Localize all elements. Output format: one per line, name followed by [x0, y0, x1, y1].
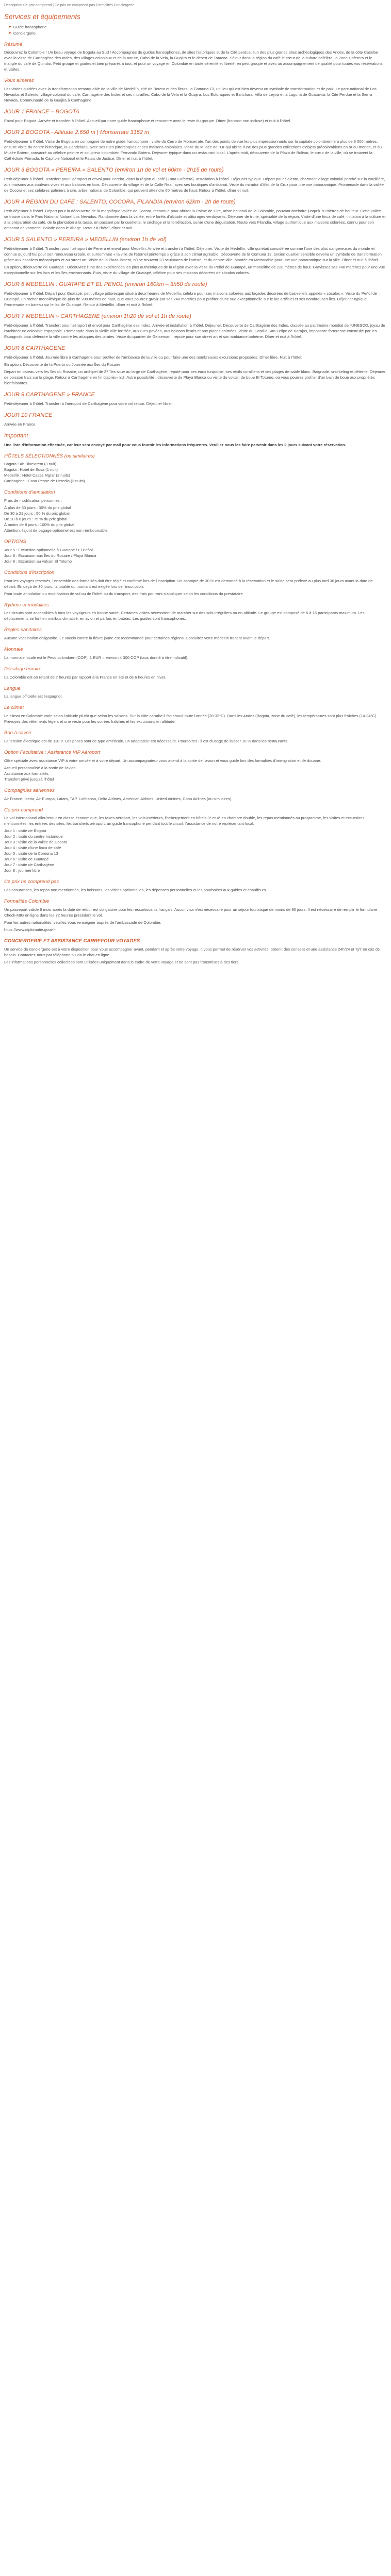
important-text: Une liste d'information effectuée, car leur sera envoyé par mail pour vous fournir les informations fréquentes. Veuillez nous les faire parvenir dans les 2 jours suivant votre réservation.: [4, 442, 346, 447]
prix-comprend-list: [4, 828, 386, 873]
conditions-lead: Frais de modification personnes :: [4, 498, 62, 503]
prix-comprend-item: Jour 7 : visite de Carthagène: [4, 862, 55, 868]
formalites-text: Un passeport valide 6 mois après la date de retour est obligatoire pour les ressortissants français. Aucun visa n'est nécessaire pour un séjour touristique de moins de 90 jours. Il est nécessaire de remplir le formulaire Check-MIG en ligne dans les 72 heures précédant le vol.: [4, 907, 378, 918]
option-item: Jour 8 : Excursion aux Îles du Rosaire / Playa Blanca: [4, 553, 96, 558]
resume-title: Résumé: [4, 41, 23, 47]
service-item: ▶ Conciergerie: [9, 30, 386, 36]
jour2-text: Petit-déjeuner à l'hôtel. Visite de Bogota en compagnie de notre guide francophone : visite du Cerro de Monserrate, l'un des points de vue les plus impressionnants sur la capitale colombienne à plus de 3 000 mètres, ensuite visite du centre historique, la Candelaria, avec ses rues pittoresques et ses maisons coloniales. Visite du Musée de l'Or qui abrite l'une des plus grandes collections d'objets précolombiens en or au monde, et du Musée Botero, consacré au célèbre peintre et sculpteur colombien Fernando Botero. Déjeuner typique dans un restaurant local. L'après-midi, découverte de la Plaza de Bolívar, le cœur de la ville, où se trouvent la Cathédrale Primada, le Capitole National et le Palais de Justice. Dîner et nuit à l'hôtel.: [4, 139, 382, 161]
rythme-title: Rythme et modalités: [4, 602, 49, 608]
climat-text: Le climat en Colombie varie selon l'altitude plutôt que selon les saisons. Sur la côte caraïbe il fait chaud toute l'année (28-32°C). Dans les Andes (Bogota, zone du café), les températures sont plus fraîches (14-24°C). Prévoyez des vêtements légers et une veste pour les soirées fraîches et les excursions en altitude.: [4, 714, 378, 724]
option-fact-item: Assistance aux formalités: [4, 771, 49, 776]
decalage-title: Décalage horaire: [4, 666, 42, 672]
conciergerie-title: CONCIERGERIE ET ASSISTANCE CARREFOUR VOYAGES: [4, 938, 140, 944]
formalites-link[interactable]: https://www.diplomatie.gouv.fr: [4, 927, 56, 932]
prix-comprend-text: Le vol international aller/retour en classe économique, les taxes aéroport, les vols intérieurs, l'hébergement en hôtels 3* et 4* en chambre double, les repas mentionnés au programme, les visites et excursions mentionnées, les entrées des sites, les transferts aéroport, un guide francophone pendant tout le circuit, l'assistance de notre représentant local.: [4, 816, 365, 826]
important-title: Important: [4, 432, 28, 439]
page: [0, 0, 391, 965]
inscription-title: Conditions d'inscription: [4, 569, 55, 575]
condition-item: À plus de 30 jours : 30% du prix global: [4, 505, 71, 511]
services-title: Services et équipements: [4, 13, 80, 21]
formalites-text2: Pour les autres nationalités, veuillez vous renseigner auprès de l'ambassade de Colombie.: [4, 920, 161, 925]
hotels-list: [4, 461, 386, 484]
jour5-extra: En option, découverte de Guatapé : Découvrez l'une des expériences les plus authentiques de la région avec la visite du Peñol de Guatapé, un monolithe de 220 mètres de haut. Gravissez ses 740 marches pour une vue exceptionnelle sur les lacs et les îles environnants. Puis, visite du village de Guatapé, célèbre pour ses maisons décorées de zócalos colorés.: [4, 264, 385, 275]
jour9-title: JOUR 9 CARTHAGENE » FRANCE: [4, 391, 95, 398]
jour6-text: Petit-déjeuner à l'hôtel. Départ pour Guatapé, petit village pittoresque situé à deux heures de Medellín, célèbre pour ses maisons colorées aux façades décorées de bas-reliefs appelés « zócalos ». Visite du Peñol de Guatapé, un rocher monolithique de plus de 200 mètres de haut, que vous pourrez gravir par ses 740 marches pour profiter d'une vue exceptionnelle sur le lac artificiel et ses nombreuses îles. Déjeuner typique. Promenade en bateau sur le lac de Guatapé. Retour à Medellín, dîner et nuit à l'hôtel.: [4, 291, 377, 307]
jour3-text: Petit-déjeuner à l'hôtel. Transfert pour l'aéroport et envol pour Pereira, dans la région du café (Zona Cafetera). Installation à l'hôtel. Déjeuner typique. Départ pour Salento, charmant village colonial perché sur la cordillère, aux maisons aux couleurs vives et aux balcons en bois. Découverte du village et de la Calle Real, avec ses boutiques d'artisanat. Visite du mirador d'Alto de la Cruz pour une vue panoramique. Promenade dans la vallée de Cocora et ses célèbres palmiers à cire, arbre national de Colombie, qui peuvent atteindre 60 mètres de haut. Retour à l'hôtel, dîner et nuit.: [4, 177, 385, 193]
prix-comprend-item: Jour 8 : journée libre: [4, 868, 40, 873]
option-item: Jour 5 : Excursion optionnelle à Guatapé / El Peñol: [4, 547, 93, 552]
condition-item: De 30 à 21 jours : 50 % du prix global: [4, 511, 70, 516]
conditions-title: Conditions d'annulation: [4, 489, 55, 496]
conditions-note: Attention, l'ajout de bagage optionnel est non remboursable.: [4, 528, 109, 533]
option-fact-item: Transfert privé jusqu'à l'hôtel: [4, 776, 54, 782]
hotels-title: HÔTELS SÉLECTIONNÉS (ou similaires): [4, 453, 95, 459]
vous-aimerez-text: Les visites guidées avec la transformation remarquable de la ville de Medellín, cité de Botero et des fleurs; la Comuna 13, un lieu qui est bien devenu un symbole de transformation et de paix. Le parc national de Los Nevados et Salento, village colonial du café, Carthagène des Indes et ses murailles, Cabo de la Vela et la Guajira, Los Estoraques et Barichara, Villa de Leyva et la Laguna de Guatavita, la Cité Perdue et la Sierra Nevada. Communauté de la Guajira à Carthagène.: [4, 87, 377, 103]
condition-item: De 20 à 8 jours : 75 % du prix global: [4, 517, 68, 522]
condition-item: À moins de 8 jours : 100% du prix global: [4, 522, 74, 528]
monnaie-text: La monnaie locale est le Peso colombien (COP). 1 EUR = environ 4 300 COP (taux donné à titre indicatif).: [4, 655, 189, 660]
jour8-option-text: Départ en bateau vers les îles du Rosaire, un archipel de 27 îles situé au large de Carthagène, réputé pour ses eaux turquoise, ses récifs coralliens et ses plages de sable blanc. Baignade, snorkeling et détente. Déjeuner de poisson frais sur la plage. Retour à Carthagène en fin d'après-midi. Autre possibilité : découverte de Playa Blanca ou visite du volcan de boue El Totumo, où vous pourrez profiter d'un bain de boue aux propriétés bienfaisantes.: [4, 369, 386, 385]
prix-comprend-item: Jour 2 : visite du centre historique: [4, 834, 63, 839]
jour1-title: JOUR 1 FRANCE – BOGOTA: [4, 109, 79, 115]
prix-comprend-item: Jour 6 : visite de Guatapé: [4, 857, 49, 862]
prix-ne-comprend-title: Ce prix ne comprend pas: [4, 879, 59, 885]
jour2-title: JOUR 2 BOGOTA - Altitude 2.650 m | Monserrate 3152 m: [4, 129, 150, 136]
jour5-title: JOUR 5 SALENTO » PEREIRA » MEDELLIN (environ 1h de vol): [4, 236, 167, 243]
jour5-text: Petit-déjeuner à l'hôtel. Transfert pour l'aéroport de Pereira et envol pour Medellín. Arrivée et transfert à l'hôtel. Déjeuner. Visite de Medellín, ville qui était considérée comme l'une des plus dangereuses du monde et connue aujourd'hui pour son renouveau urbain, et surnommée « la ville de l'éternel printemps » grâce à son climat agréable. Découverte de la Comuna 13, ancien quartier sensible devenu un symbole de transformation grâce aux escaliers mécaniques et au street art. Visite de la Plaza Botero, où se trouvent 23 sculptures de l'artiste, et du centre-ville. Montée en Metrocable pour une vue panoramique sur la ville. Dîner et nuit à l'hôtel.: [4, 246, 382, 262]
jour7-title: JOUR 7 MEDELLIN » CARTHAGENE (environ 1h20 de vol et 1h de route): [4, 313, 191, 319]
jour10-text: Arrivée en France.: [4, 421, 37, 427]
breadcrumb-link[interactable]: Description Ce prix comprend | Ce prix ne comprend pas Formalités Conciergerie: [4, 4, 135, 7]
prix-comprend-item: Jour 1 : visite de Bogota: [4, 828, 46, 834]
hotel-item: Medellín : Hotel Cassa Mgrar (2 nuits): [4, 473, 70, 478]
jour8-title: JOUR 8 CARTHAGENE: [4, 345, 66, 351]
vous-aimerez-title: Vous aimerez: [4, 78, 34, 84]
jour3-title: JOUR 3 BOGOTA » PEREIRA » SALENTO (environ 1h de vol et 60km - 2h15 de route): [4, 167, 224, 174]
breadcrumb: [4, 3, 386, 8]
option-fact-text: Offre spéciale avec assistance VIP à votre arrivée et à votre départ. Un accompagnateur vous attend à la sortie de l'avion et vous guide lors des formalités d'immigration et de douane.: [4, 758, 321, 763]
prix-comprend-title: Ce prix comprend: [4, 807, 43, 813]
jour8-text: Petit-déjeuner à l'hôtel. Journée libre à Carthagène pour profiter de l'ambiance de la ville ou pour faire une des nombreuses excursions proposées. Dîner libre. Nuit à l'hôtel.: [4, 354, 303, 360]
prix-comprend-item: Jour 5 : visite de la Comuna 13: [4, 851, 58, 856]
compagnies-text: Air France, Iberia, Air Europa, Latam, TAP, Lufthansa, Delta Airlines, American Airlines, United Airlines, Copa Airlines (ou similaires).: [4, 796, 233, 801]
jour4-title: JOUR 4 REGION DU CAFE : SALENTO, COCORA, FILANDIA (environ 62km - 2h de route): [4, 199, 236, 206]
compagnies-title: Compagnies aériennes: [4, 787, 55, 793]
bon-savoir-title: Bon à savoir: [4, 730, 31, 736]
conciergerie-text: Un service de conciergerie est à votre disposition pour vous accompagner avant, pendant et après votre voyage. Il vous permet de réserver vos activités, obtenir des conseils et une assistance 24h/24 et 7j/7 en cas de besoin. Contactez-nous par téléphone ou via le chat en ligne.: [4, 946, 380, 957]
options-list: [4, 547, 386, 564]
conciergerie-text2: Les informations personnelles collectées sont utilisées uniquement dans le cadre de votre voyage et ne sont pas transmises à des tiers.: [4, 959, 240, 964]
decalage-text: La Colombie est en retard de 7 heures par rapport à la France en été et de 6 heures en hiver.: [4, 674, 166, 680]
option-fact-title: Option Facultative : Assistance VIP Aéroport: [4, 749, 101, 755]
hotel-item: Carthagène : Casa Pestre de Heredia (3 nuits): [4, 479, 85, 484]
hotel-item: Bogota : Hotel de Sosa (1 nuit): [4, 467, 58, 472]
service-item: ▶ Guide francophone: [9, 24, 386, 30]
formalites-title: Formalités Colombie: [4, 899, 50, 905]
bon-savoir-text: La tension électrique est de 110 V. Les prises sont de type américain, un adaptateur est nécessaire. Pourboires : il est d'usage de laisser 10 % dans les restaurants.: [4, 738, 289, 743]
rythme-text: Les circuits sont accessibles à tous les voyageurs en bonne santé. Certaines visites nécessitent de marcher sur des sols irréguliers ou en altitude. Le groupe est composé de 6 à 16 participants maximum. Les déplacements se font en minibus climatisé, en avion et parfois en bateau. Les guides sont francophones.: [4, 611, 365, 621]
resume-text: Découvrez la Colombie ! Un beau voyage de Bogota au Sud ! Accompagnés de guides francophones, de sites historiques et de la Cité perdue; l'un des plus grands sites archéologiques des Andes, de la côte Caraïbe avec la visite de Carthagène des Indes, des villages coloniaux et de la nature, Cabo de la Vela, la Guajira et le désert de Tatacoa. Séjour dans la région du café le cœur de la culture caféière, la Zone Cafetera et le triangle du café de Quindio. Petit groupe et guides et bien préparés à tout, et pour un voyage en Colombie en toute sérénité et liberté, en petit groupe et avec un accompagnement de qualité pour toutes vos réservations et visites.: [4, 50, 383, 72]
jour1-text: Envol pour Bogota. Arrivée et transfert à l'hôtel. Accueil par notre guide francophone et rencontre avec le reste du groupe. Dîner (boisson non incluse) et nuit à l'hôtel.: [4, 118, 291, 124]
monnaie-title: Monnaie: [4, 647, 23, 653]
option-fact-list: [4, 765, 386, 782]
regles-title: Règles sanitaires: [4, 627, 42, 633]
conditions-list: [4, 505, 386, 528]
jour10-title: JOUR 10 FRANCE: [4, 412, 53, 418]
jour6-title: JOUR 6 MEDELLIN : GUATAPE ET EL PENOL (environ 160km – 3h50 de route): [4, 281, 207, 287]
regles-text: Aucune vaccination obligatoire. Le vaccin contre la fièvre jaune est recommandé pour certaines régions. Consultez votre médecin traitant avant le départ.: [4, 636, 270, 641]
langue-text: La langue officielle est l'espagnol.: [4, 694, 63, 699]
jour8-option-title: En option, Découverte de la Puerto ou Journée aux Îles du Rosaire :: [4, 362, 123, 367]
options-title: OPTIONS: [4, 539, 26, 545]
jour7-text: Petit-déjeuner à l'hôtel. Transfert pour l'aéroport et envol pour Carthagène des Indes. Arrivée et installation à l'hôtel. Déjeuner. Découverte de Carthagène des Indes, classée au patrimoine mondial de l'UNESCO, joyau de l'architecture coloniale espagnole. Promenade dans la vieille ville fortifiée, aux rues pavées, aux balcons fleuris et aux places animées. Visite du Castillo San Felipe de Barajas, imposante forteresse construite par les Espagnols pour défendre la ville contre les attaques des pirates. Visite du quartier de Getsemaní, réputé pour son street art et son ambiance bohème. Dîner et nuit à l'hôtel.: [4, 323, 385, 339]
jour9-text: Petit-déjeuner à l'hôtel. Transfert à l'aéroport de Carthagène pour votre vol retour. Déjeuner libre.: [4, 401, 172, 406]
langue-title: Langue: [4, 685, 21, 691]
option-fact-item: Accueil personnalisé à la sortie de l'avion: [4, 765, 76, 770]
prix-comprend-item: Jour 4 : visite d'une finca de café: [4, 845, 61, 851]
services-list: [9, 24, 386, 36]
inscription-text2: Pour toute annulation ou modification de vol ou de l'hôtel ou du transport, des frais pourront s'appliquer selon les conditions du prestataire.: [4, 591, 244, 596]
option-item: Jour 8 : Excursion au volcan El Totumo: [4, 558, 72, 564]
prix-comprend-item: Jour 3 : visite de la vallée de Cocora: [4, 840, 68, 845]
prix-ne-comprend-text: Les assurances, les repas non mentionnés, les boissons, les visites optionnelles, les dépenses personnelles et les pourboires aux guides et chauffeurs.: [4, 888, 267, 893]
climat-title: Le climat: [4, 705, 24, 711]
inscription-text: Pour les voyages réservés, l'ensemble des formalités doit être réglé et confirmé lors de l'inscription. Un acompte de 30 % est demandé à la réservation et le solde sera prélevé au plus tard 30 jours avant la date de départ. En deçà de 30 jours, la totalité du montant est exigée lors de l'inscription.: [4, 578, 373, 589]
jour4-text: Petit-déjeuner à l'hôtel. Départ pour la découverte de la magnifique Vallée de Cocora, reconnue pour abriter la Palme de Cire, arbre national de la Colombie, pouvant atteindre jusqu'à 70 mètres de hauteur. Cette vallée se trouve dans le Parc National Naturel Los Nevados. Randonnée dans la vallée, entre forêts d'altitude et pâturages verdoyants. Déjeuner de truite, spécialité de la région. Visite d'une finca de café, initiation à la culture et à la préparation du café, de la plantation à la tasse, en passant par la cueillette, le séchage et la torréfaction, suivie d'une dégustation. Route vers Filandia, village authentique aux maisons colorées, connu pour son artisanat de vannerie. Balade dans le village. Retour à l'hôtel, dîner et nuit.: [4, 208, 386, 230]
hotel-item: Bogota : Ab Bioextrem (3 nuit): [4, 462, 57, 467]
